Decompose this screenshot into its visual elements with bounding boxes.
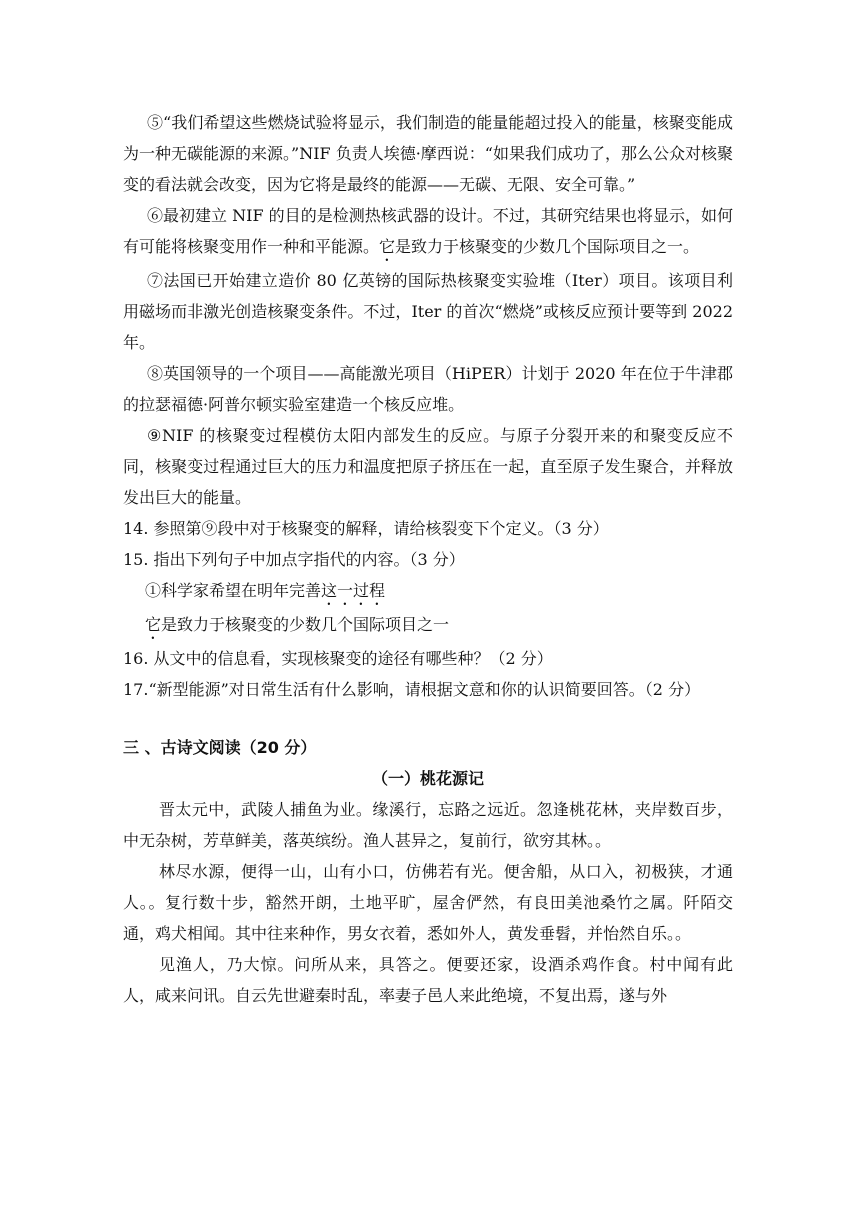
section-3-title: 三 、古诗文阅读（20 分） xyxy=(123,738,317,757)
question-15-item-2-dotted: 它 xyxy=(145,615,162,634)
document-page xyxy=(123,107,733,1011)
paragraph-6-text-a: ⑥最初建立 NIF 的目的是检测热核武器的设计。不过，其研究结果也将显示，如何有可能将核聚变用作一种和平能源。 xyxy=(123,206,733,256)
paragraph-6-dotted-word: 它 xyxy=(379,237,396,256)
essay-paragraph-3: 见渔人，乃大惊。问所从来，具答之。便要还家，设酒杀鸡作食。村中闻有此人，咸来问讯。自云先世避秦时乱，率妻子邑人来此绝境，不复出焉，遂与外 xyxy=(123,955,733,1005)
question-15-item-1-text: ①科学家希望在明年完善 xyxy=(145,581,322,600)
paragraph-8: ⑧英国领导的一个项目——高能激光项目（HiPER）计划于 2020 年在位于牛津郡的拉瑟福德·阿普尔顿实验室建造一个核反应堆。 xyxy=(123,364,733,414)
essay-paragraph-1: 晋太元中，武陵人捕鱼为业。缘溪行，忘路之远近。忽逢桃花林，夹岸数百步，中无杂树，芳草鲜美，落英缤纷。渔人甚异之，复前行，欲穷其林。。 xyxy=(123,800,733,850)
question-15-item-2 xyxy=(123,609,733,643)
question-15-item-1-dotted: 这一过程 xyxy=(321,581,386,600)
question-15: 15. 指出下列句子中加点字指代的内容。（3 分） xyxy=(123,550,465,569)
paragraph-9: ⑨NIF 的核聚变过程模仿太阳内部发生的反应。与原子分裂开来的和聚变反应不同，核聚变过程通过巨大的压力和温度把原子挤压在一起，直至原子发生聚合，并释放发出巨大的能量。 xyxy=(123,426,733,507)
paragraph-7: ⑦法国已开始建立造价 80 亿英镑的国际热核聚变实验堆（Iter）项目。该项目利用磁场而非激光创造核聚变条件。不过，Iter 的首次“燃烧”或核反应预计要等到 2022 年。 xyxy=(123,271,733,352)
question-17: 17.“新型能源”对日常生活有什么影响，请根据文意和你的认识简要回答。（2 分） xyxy=(123,680,701,699)
question-14: 14. 参照第⑨段中对于核聚变的解释，请给核裂变下个定义。（3 分） xyxy=(123,519,609,538)
question-15-item-1 xyxy=(123,575,733,609)
essay-paragraph-2: 林尽水源，便得一山，山有小口，仿佛若有光。便舍船，从口入，初极狭，才通人。。复行数十步，豁然开朗，土地平旷，屋舍俨然，有良田美池桑竹之属。阡陌交通，鸡犬相闻。其中往来种作，男女衣着，悉如外人，黄发垂髫，并怡然自乐。。 xyxy=(123,862,733,943)
paragraph-6 xyxy=(123,200,733,265)
question-16: 16. 从文中的信息看，实现核聚变的途径有哪些种？（2 分） xyxy=(123,649,553,668)
paragraph-6-text-b: 是致力于核聚变的少数几个国际项目之一。 xyxy=(395,237,700,256)
paragraph-5: ⑤“我们希望这些燃烧试验将显示，我们制造的能量能超过投入的能量，核聚变能成为一种无碳能源的来源。”NIF 负责人埃德·摩西说：“如果我们成功了，那么公众对核聚变的看法就会改变，因为它将是最终的能源——无碳、无限、安全可靠。” xyxy=(123,113,733,194)
essay-title: （一）桃花源记 xyxy=(371,769,484,788)
question-15-item-2-text: 是致力于核聚变的少数几个国际项目之一 xyxy=(161,615,450,634)
